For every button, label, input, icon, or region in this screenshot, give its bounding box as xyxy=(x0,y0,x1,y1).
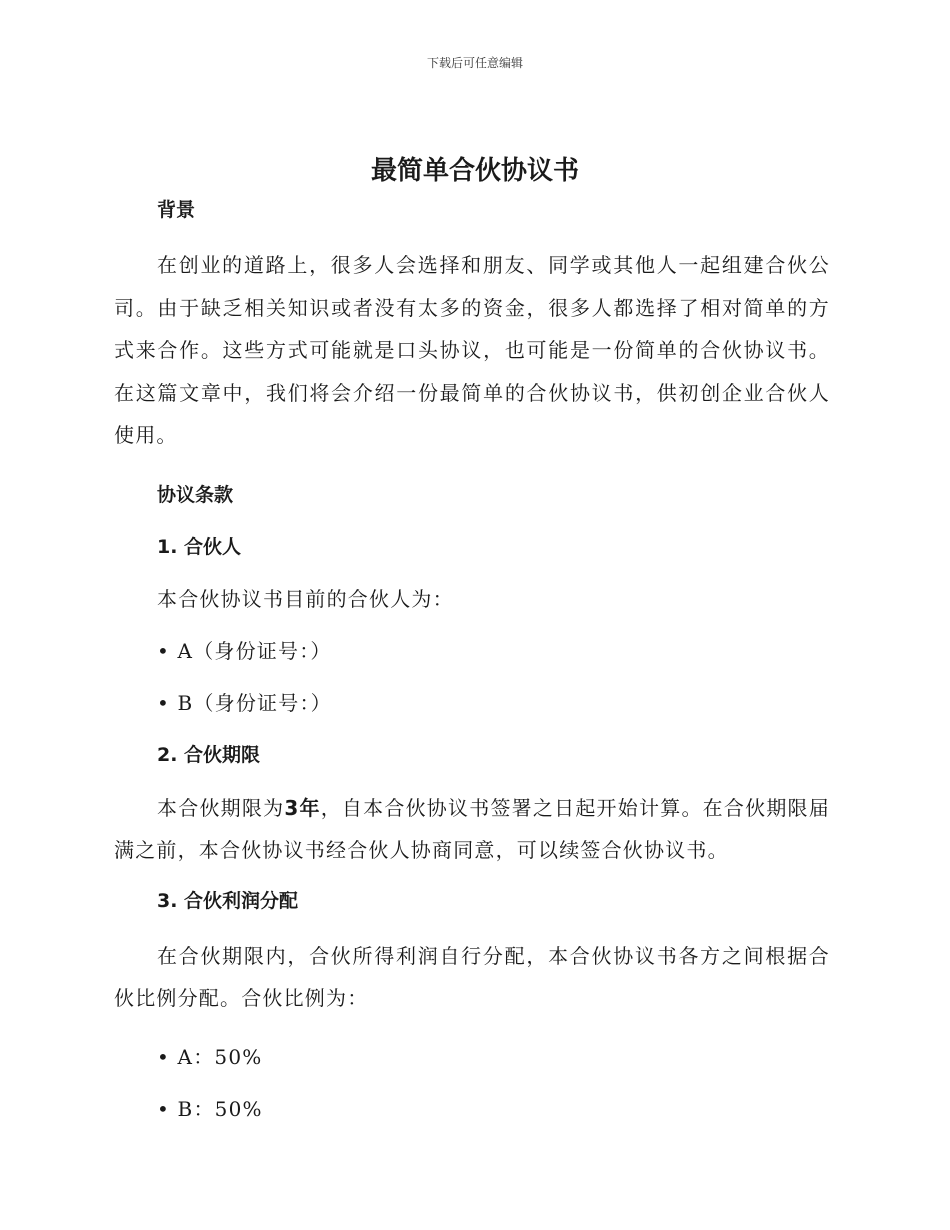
profit-heading: 3. 合伙利润分配 xyxy=(157,889,299,912)
term-text-after: ，自本合伙协议书签署之日起开始计算。在合伙期限届满之前，本合伙协议书经合伙人协商同意，可以续签合伙协议书。 xyxy=(114,795,830,862)
term-paragraph xyxy=(114,787,830,871)
page-header-note: 下载后可任意编辑 xyxy=(426,56,523,70)
profit-paragraph: 在合伙期限内，合伙所得利润自行分配，本合伙协议书各方之间根据合伙比例分配。合伙比例为： xyxy=(114,943,830,1010)
partner-a-item: • A（身份证号：） xyxy=(157,638,332,663)
document-body xyxy=(114,194,830,1125)
background-heading: 背景 xyxy=(157,199,196,221)
terms-heading: 协议条款 xyxy=(157,483,234,506)
term-heading: 2. 合伙期限 xyxy=(157,743,261,766)
term-text-before: 本合伙期限为 xyxy=(157,795,285,820)
term-duration: 3年 xyxy=(284,795,321,820)
ratio-b-item: • B：50% xyxy=(157,1096,263,1121)
partners-intro: 本合伙协议书目前的合伙人为： xyxy=(157,586,454,611)
partners-heading: 1. 合伙人 xyxy=(157,535,242,558)
partner-b-item: • B（身份证号：） xyxy=(157,690,332,715)
background-paragraph: 在创业的道路上，很多人会选择和朋友、同学或其他人一起组建合伙公司。由于缺乏相关知识或者没有太多的资金，很多人都选择了相对简单的方式来合作。这些方式可能就是口头协议，也可能是一份简单的合伙协议书。在这篇文章中，我们将会介绍一份最简单的合伙协议书，供初创企业合伙人使用。 xyxy=(114,253,830,447)
ratio-a-item: • A：50% xyxy=(157,1044,263,1069)
document-title: 最简单合伙协议书 xyxy=(370,156,579,186)
